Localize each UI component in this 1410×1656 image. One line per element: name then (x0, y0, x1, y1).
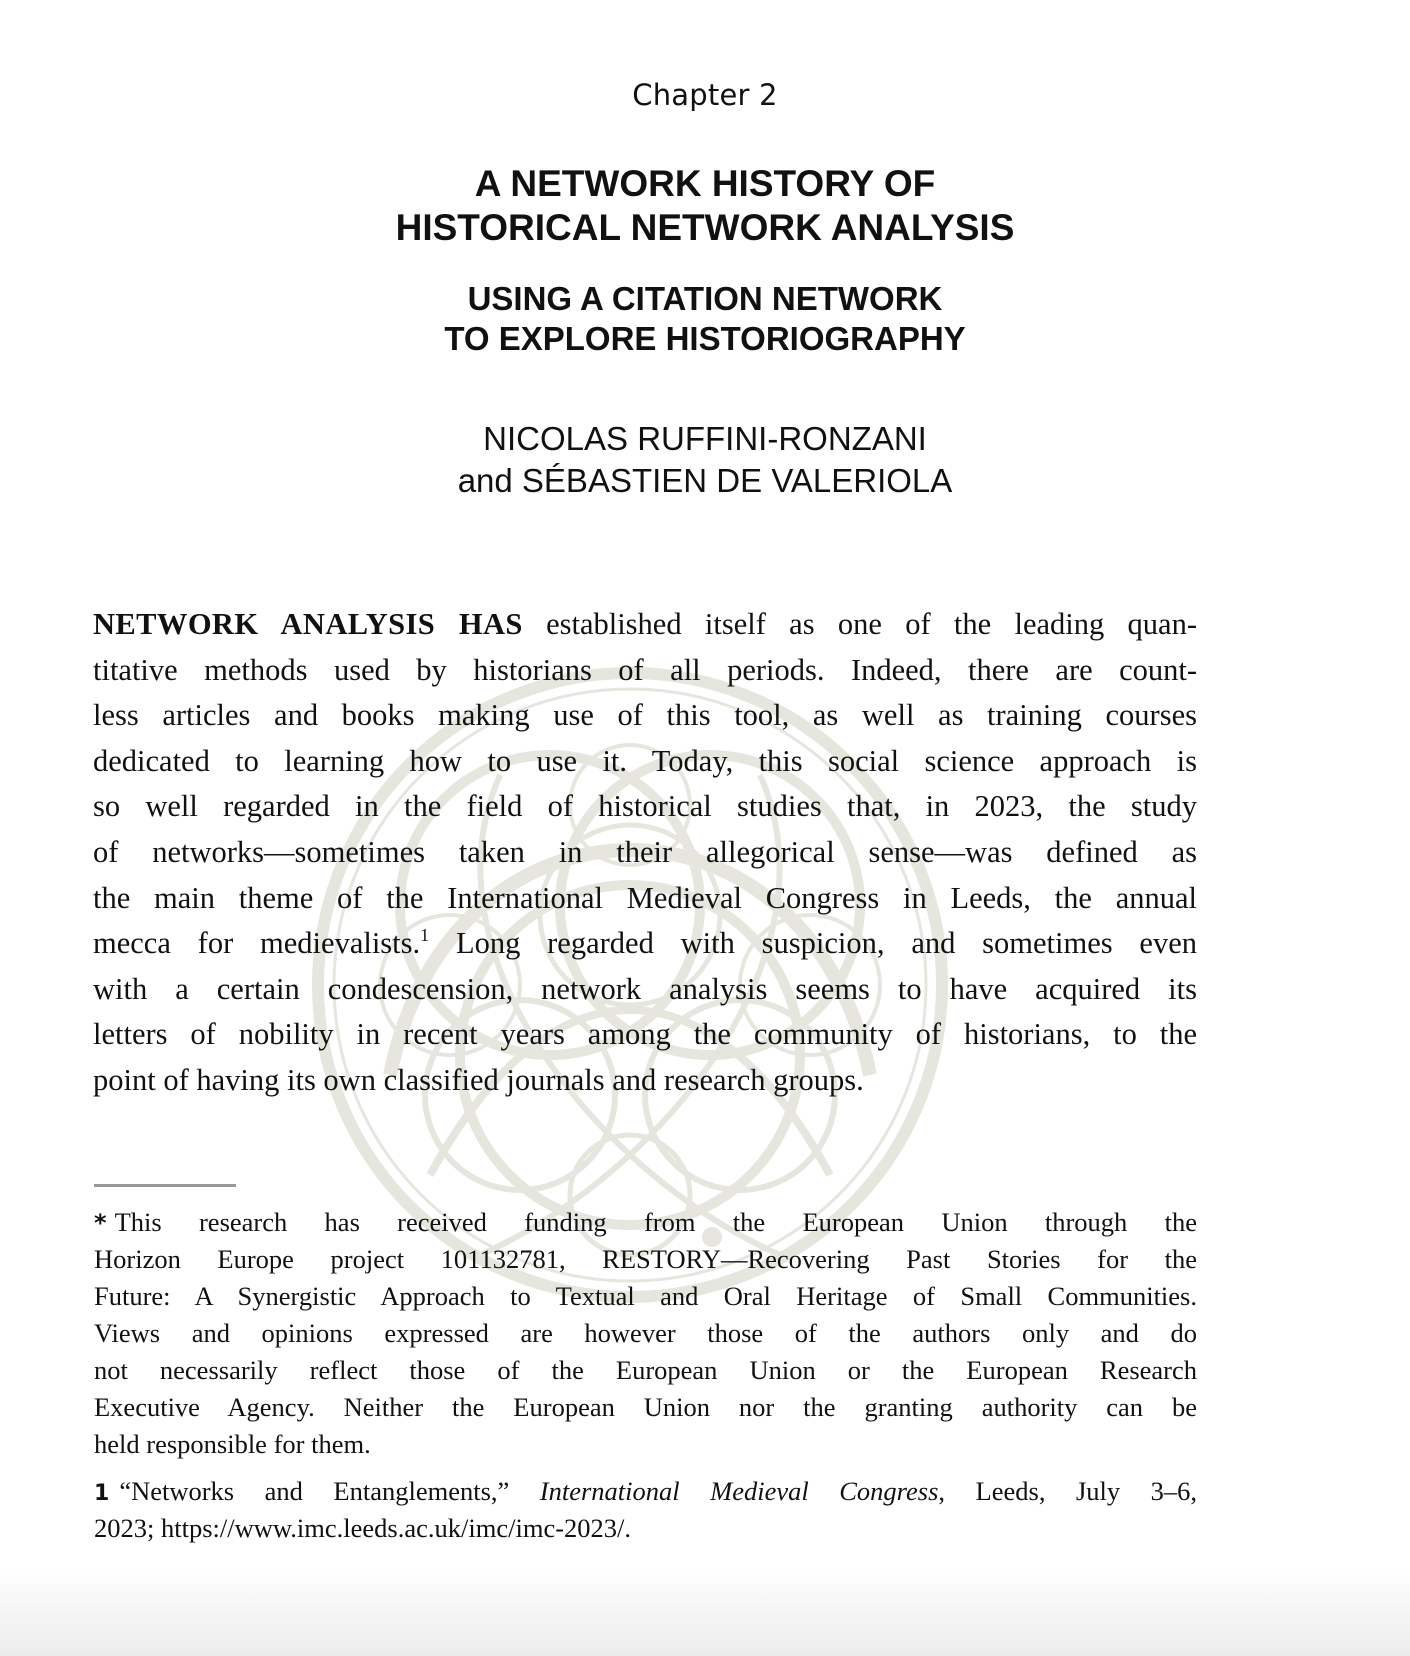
body-line: point of having its own classified journals and research groups. (93, 1062, 864, 1097)
footnote-italic-title: International Medieval Congress (539, 1476, 939, 1506)
footnote-line: Future: A Synergistic Approach to Textual and Oral Heritage of Small Communities. (94, 1281, 1197, 1311)
body-line: with a certain condescension, network analysis seems to have acquired its (93, 971, 1197, 1006)
footnote-line: held responsible for them. (94, 1429, 371, 1459)
footnote-line: not necessarily reflect those of the European Union or the European Research (94, 1355, 1197, 1385)
chapter-label: Chapter 2 (632, 78, 778, 112)
author-line: NICOLAS RUFFINI-RONZANI (483, 420, 927, 457)
body-text-segment: established itself as one of the leading quan- (522, 607, 1197, 641)
chapter-subtitle (0, 279, 1410, 359)
body-line: so well regarded in the field of historical studies that, in 2023, the study (93, 789, 1197, 824)
footnote-separator (94, 1184, 236, 1187)
body-line (93, 602, 1197, 648)
footnote-1 (94, 1473, 1197, 1547)
author-line: and SÉBASTIEN DE VALERIOLA (457, 462, 953, 499)
body-line: of networks—sometimes taken in their allegorical sense—was defined as (93, 834, 1197, 869)
footnote-text: This research has received funding from the European Union through the (114, 1207, 1197, 1237)
footnote-marker: * (94, 1209, 107, 1237)
footnote-line: Executive Agency. Neither the European Union nor the granting authority can be (94, 1392, 1197, 1422)
body-text-segment: mecca for medievalists. (93, 926, 421, 961)
body-line: the main theme of the International Medieval Congress in Leeds, the annual (93, 880, 1197, 915)
footnote-marker: 1 (94, 1481, 110, 1506)
body-line: letters of nobility in recent years among the community of historians, to the (93, 1017, 1197, 1052)
body-text-segment: Long regarded with suspicion, and sometimes even (429, 926, 1197, 961)
chapter-title-line: HISTORICAL NETWORK ANALYSIS (395, 207, 1015, 248)
footnote-text: “Networks and Entanglements,” (119, 1476, 510, 1506)
footnote-text: , Leeds, July 3–6, (938, 1476, 1198, 1506)
body-paragraph (93, 602, 1197, 1104)
footnote-line: Horizon Europe project 101132781, RESTORY—Recovering Past Stories for the (94, 1244, 1197, 1274)
footnote-line: Views and opinions expressed are however those of the authors only and do (94, 1318, 1197, 1348)
footnote-line (94, 1204, 1197, 1241)
chapter-subtitle-line: TO EXPLORE HISTORIOGRAPHY (444, 320, 966, 357)
footnotes (94, 1204, 1197, 1547)
footnote-reference-link[interactable]: 1 (420, 925, 430, 946)
body-line: less articles and books making use of this tool, as well as training courses (93, 698, 1197, 733)
body-line: dedicated to learning how to use it. Today, this social science approach is (93, 743, 1197, 778)
footnote-star (94, 1204, 1197, 1463)
lead-in-text: NETWORK ANALYSIS HAS (93, 607, 523, 641)
authors (0, 418, 1410, 502)
chapter-subtitle-line: USING A CITATION NETWORK (467, 280, 943, 317)
body-line (93, 921, 1197, 967)
footnote-line (94, 1473, 1197, 1510)
chapter-title (0, 162, 1410, 250)
body-line: titative methods used by historians of all periods. Indeed, there are count- (93, 652, 1197, 687)
footnote-url-line[interactable]: 2023; https://www.imc.leeds.ac.uk/imc/imc-2023/. (94, 1513, 632, 1543)
chapter-title-line: A NETWORK HISTORY OF (474, 163, 936, 204)
